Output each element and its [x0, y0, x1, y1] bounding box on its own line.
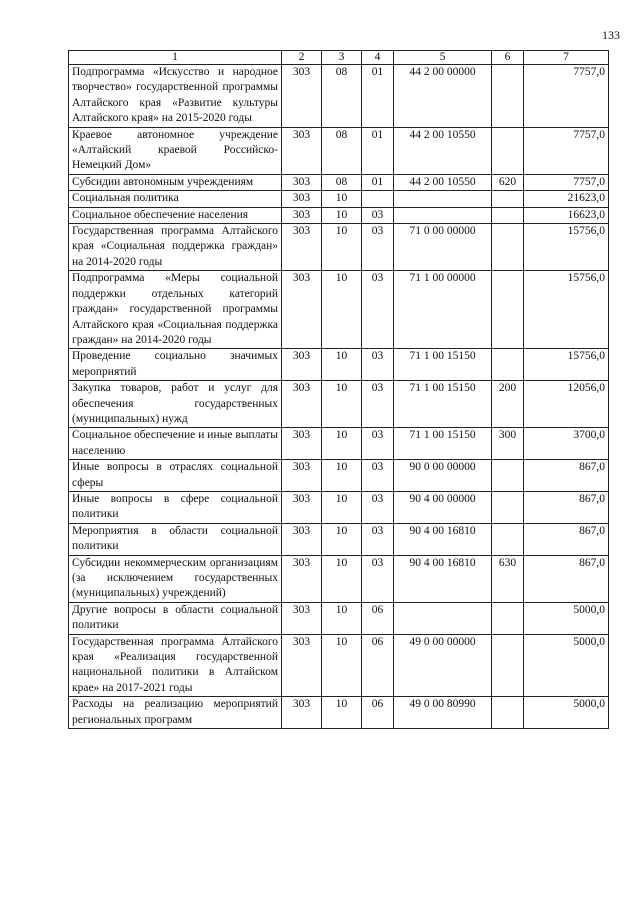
ministry-code-cell: 303: [282, 555, 322, 602]
section-code-cell: 10: [322, 349, 362, 381]
table-row: [69, 634, 609, 697]
section-code-cell: 10: [322, 602, 362, 634]
target-article-cell: 71 1 00 15150: [394, 349, 492, 381]
target-article-cell: 71 1 00 00000: [394, 271, 492, 349]
column-header: 1: [69, 51, 282, 65]
target-article-cell: 44 2 00 10550: [394, 174, 492, 190]
subsection-code-cell: 03: [362, 555, 394, 602]
target-article-cell: 49 0 00 80990: [394, 697, 492, 729]
expense-type-cell: [492, 634, 524, 697]
subsection-code-cell: 01: [362, 174, 394, 190]
expense-name-cell: Социальная политика: [69, 191, 282, 207]
table-row: [69, 271, 609, 349]
section-code-cell: 10: [322, 207, 362, 223]
subsection-code-cell: 03: [362, 428, 394, 460]
subsection-code-cell: 03: [362, 523, 394, 555]
amount-cell: 12056,0: [524, 381, 609, 428]
section-code-cell: 10: [322, 491, 362, 523]
table-row: [69, 602, 609, 634]
ministry-code-cell: 303: [282, 207, 322, 223]
subsection-code-cell: 06: [362, 634, 394, 697]
target-article-cell: [394, 602, 492, 634]
expense-name-cell: Иные вопросы в сфере социальной политики: [69, 491, 282, 523]
ministry-code-cell: 303: [282, 697, 322, 729]
subsection-code-cell: 03: [362, 207, 394, 223]
column-header: 3: [322, 51, 362, 65]
ministry-code-cell: 303: [282, 174, 322, 190]
amount-cell: 15756,0: [524, 224, 609, 271]
subsection-code-cell: 03: [362, 349, 394, 381]
table-row: [69, 207, 609, 223]
target-article-cell: 90 0 00 00000: [394, 460, 492, 492]
expense-type-cell: 620: [492, 174, 524, 190]
table-row: [69, 65, 609, 128]
section-code-cell: 08: [322, 65, 362, 128]
page-number: 133: [602, 28, 620, 42]
target-article-cell: 90 4 00 00000: [394, 491, 492, 523]
table-row: [69, 555, 609, 602]
subsection-code-cell: 06: [362, 697, 394, 729]
amount-cell: 16623,0: [524, 207, 609, 223]
expense-name-cell: Государственная программа Алтайского края «Социальная поддержка граждан» на 2014-2020 годы: [69, 224, 282, 271]
expense-name-cell: Проведение социально значимых мероприятий: [69, 349, 282, 381]
subsection-code-cell: 03: [362, 491, 394, 523]
table-row: [69, 381, 609, 428]
amount-cell: 3700,0: [524, 428, 609, 460]
expense-type-cell: [492, 127, 524, 174]
table-row: [69, 460, 609, 492]
section-code-cell: 10: [322, 523, 362, 555]
subsection-code-cell: 03: [362, 381, 394, 428]
subsection-code-cell: 06: [362, 602, 394, 634]
ministry-code-cell: 303: [282, 428, 322, 460]
ministry-code-cell: 303: [282, 523, 322, 555]
table-row: [69, 428, 609, 460]
section-code-cell: 10: [322, 428, 362, 460]
target-article-cell: 90 4 00 16810: [394, 523, 492, 555]
section-code-cell: 10: [322, 555, 362, 602]
expense-type-cell: [492, 224, 524, 271]
column-header: 2: [282, 51, 322, 65]
subsection-code-cell: [362, 191, 394, 207]
section-code-cell: 10: [322, 697, 362, 729]
target-article-cell: 49 0 00 00000: [394, 634, 492, 697]
ministry-code-cell: 303: [282, 127, 322, 174]
expense-name-cell: Иные вопросы в отраслях социальной сферы: [69, 460, 282, 492]
amount-cell: 7757,0: [524, 174, 609, 190]
amount-cell: 867,0: [524, 491, 609, 523]
amount-cell: 7757,0: [524, 127, 609, 174]
amount-cell: 5000,0: [524, 634, 609, 697]
table-row: [69, 523, 609, 555]
expense-name-cell: Мероприятия в области социальной политики: [69, 523, 282, 555]
expense-name-cell: Социальное обеспечение и иные выплаты населению: [69, 428, 282, 460]
amount-cell: 5000,0: [524, 697, 609, 729]
expense-type-cell: [492, 460, 524, 492]
ministry-code-cell: 303: [282, 271, 322, 349]
expense-type-cell: 630: [492, 555, 524, 602]
target-article-cell: 44 2 00 10550: [394, 127, 492, 174]
subsection-code-cell: 01: [362, 127, 394, 174]
expense-type-cell: [492, 207, 524, 223]
target-article-cell: [394, 191, 492, 207]
amount-cell: 7757,0: [524, 65, 609, 128]
section-code-cell: 10: [322, 460, 362, 492]
ministry-code-cell: 303: [282, 224, 322, 271]
ministry-code-cell: 303: [282, 65, 322, 128]
target-article-cell: 44 2 00 00000: [394, 65, 492, 128]
expense-type-cell: [492, 491, 524, 523]
target-article-cell: 71 1 00 15150: [394, 428, 492, 460]
budget-table: [68, 50, 609, 729]
subsection-code-cell: 03: [362, 460, 394, 492]
ministry-code-cell: 303: [282, 634, 322, 697]
section-code-cell: 10: [322, 191, 362, 207]
amount-cell: 15756,0: [524, 271, 609, 349]
ministry-code-cell: 303: [282, 491, 322, 523]
amount-cell: 867,0: [524, 460, 609, 492]
column-header: 5: [394, 51, 492, 65]
table-row: [69, 697, 609, 729]
amount-cell: 21623,0: [524, 191, 609, 207]
table-row: [69, 127, 609, 174]
expense-name-cell: Подпрограмма «Меры социальной поддержки отдельных категорий граждан» государственной программы Алтайского края «Социальная поддержка граждан» на 2014-2020 годы: [69, 271, 282, 349]
ministry-code-cell: 303: [282, 191, 322, 207]
expense-type-cell: [492, 602, 524, 634]
target-article-cell: 71 1 00 15150: [394, 381, 492, 428]
ministry-code-cell: 303: [282, 349, 322, 381]
expense-name-cell: Социальное обеспечение населения: [69, 207, 282, 223]
expense-type-cell: [492, 271, 524, 349]
expense-type-cell: [492, 191, 524, 207]
ministry-code-cell: 303: [282, 460, 322, 492]
amount-cell: 867,0: [524, 555, 609, 602]
ministry-code-cell: 303: [282, 602, 322, 634]
expense-name-cell: Расходы на реализацию мероприятий региональных программ: [69, 697, 282, 729]
expense-type-cell: [492, 697, 524, 729]
expense-type-cell: 300: [492, 428, 524, 460]
column-header: 4: [362, 51, 394, 65]
table-row: [69, 349, 609, 381]
table-row: [69, 191, 609, 207]
section-code-cell: 10: [322, 634, 362, 697]
section-code-cell: 08: [322, 174, 362, 190]
amount-cell: 5000,0: [524, 602, 609, 634]
table-row: [69, 174, 609, 190]
column-header: 7: [524, 51, 609, 65]
target-article-cell: [394, 207, 492, 223]
subsection-code-cell: 03: [362, 224, 394, 271]
expense-name-cell: Краевое автономное учреждение «Алтайский краевой Российско-Немецкий Дом»: [69, 127, 282, 174]
section-code-cell: 08: [322, 127, 362, 174]
expense-type-cell: 200: [492, 381, 524, 428]
target-article-cell: 90 4 00 16810: [394, 555, 492, 602]
expense-name-cell: Подпрограмма «Искусство и народное творчество» государственной программы Алтайского края «Развитие культуры Алтайского края» на 2015-2020 годы: [69, 65, 282, 128]
subsection-code-cell: 01: [362, 65, 394, 128]
expense-name-cell: Государственная программа Алтайского края «Реализация государственной национальной политики в Алтайском крае» на 2017-2021 годы: [69, 634, 282, 697]
amount-cell: 867,0: [524, 523, 609, 555]
subsection-code-cell: 03: [362, 271, 394, 349]
section-code-cell: 10: [322, 271, 362, 349]
expense-type-cell: [492, 65, 524, 128]
expense-type-cell: [492, 523, 524, 555]
amount-cell: 15756,0: [524, 349, 609, 381]
table-row: [69, 224, 609, 271]
expense-name-cell: Закупка товаров, работ и услуг для обеспечения государственных (муниципальных) нужд: [69, 381, 282, 428]
column-header: 6: [492, 51, 524, 65]
ministry-code-cell: 303: [282, 381, 322, 428]
expense-name-cell: Субсидии некоммерческим организациям (за исключением государственных (муниципальных) учреждений): [69, 555, 282, 602]
section-code-cell: 10: [322, 224, 362, 271]
expense-type-cell: [492, 349, 524, 381]
target-article-cell: 71 0 00 00000: [394, 224, 492, 271]
table-row: [69, 491, 609, 523]
table-header-row: [69, 51, 609, 65]
section-code-cell: 10: [322, 381, 362, 428]
expense-name-cell: Другие вопросы в области социальной политики: [69, 602, 282, 634]
expense-name-cell: Субсидии автономным учреждениям: [69, 174, 282, 190]
